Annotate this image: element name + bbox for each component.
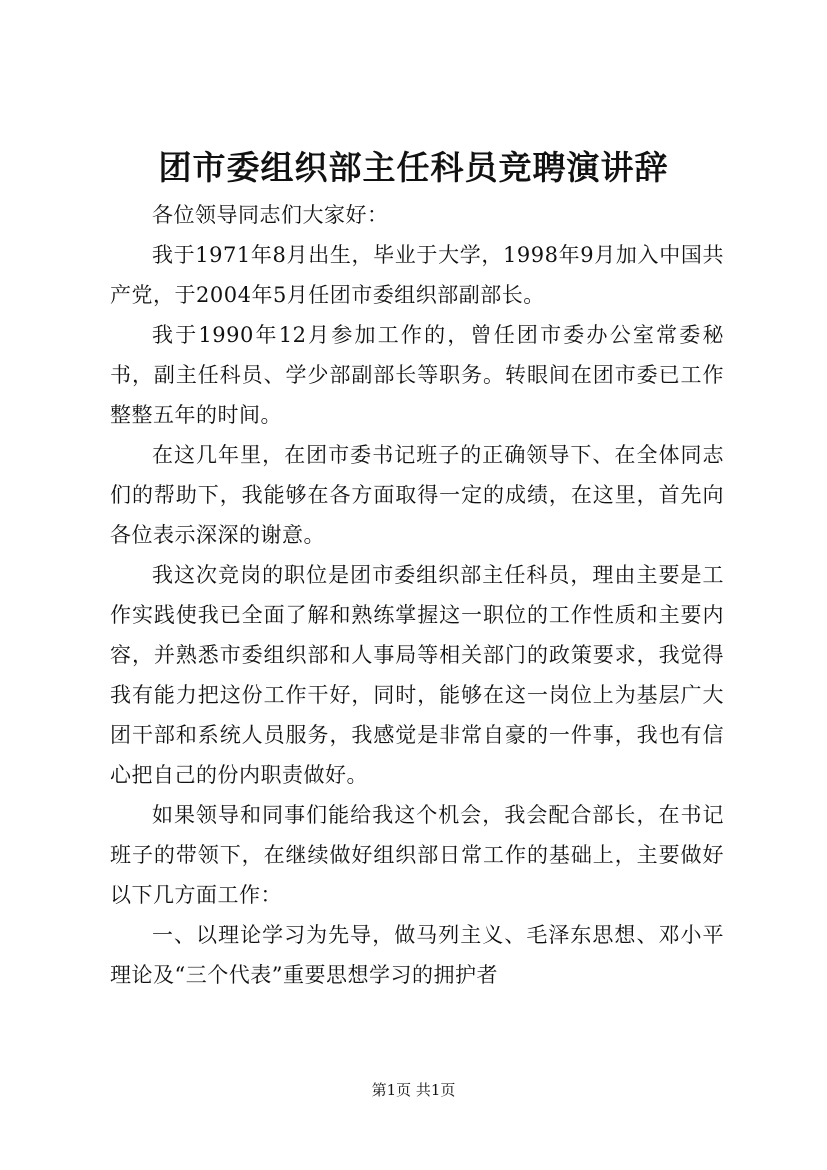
body-paragraph-2: 我于1990年12月参加工作的，曾任团市委办公室常委秘书，副主任科员、学少部副部长等职务。转眼间在团市委已工作整整五年的时间。 — [110, 323, 724, 427]
salutation-paragraph: 各位领导同志们大家好： — [152, 203, 389, 227]
page-footer: 第1页 共1页 — [371, 1081, 456, 1099]
body-paragraph-1: 我于1971年8月出生，毕业于大学，1998年9月加入中国共产党，于2004年5月任团市委组织部副部长。 — [110, 243, 724, 307]
body-paragraph-6: 一、以理论学习为先导，做马列主义、毛泽东思想、邓小平理论及“三个代表”重要思想学习的拥护者 — [110, 923, 724, 987]
body-paragraph-4: 我这次竞岗的职位是团市委组织部主任科员，理由主要是工作实践使我已全面了解和熟练掌握这一职位的工作性质和主要内容，并熟悉市委组织部和人事局等相关部门的政策要求，我觉得我有能力把这份工作干好，同时，能够在这一岗位上为基层广大团干部和系统人员服务，我感觉是非常自豪的一件事，我也有信心把自己的份内职责做好。 — [110, 563, 724, 787]
document-title: 团市委组织部主任科员竞聘演讲辞 — [158, 148, 669, 187]
document-body — [110, 195, 724, 995]
body-paragraph-5: 如果领导和同事们能给我这个机会，我会配合部长，在书记班子的带领下，在继续做好组织部日常工作的基础上，主要做好以下几方面工作： — [110, 803, 724, 907]
body-paragraph-3: 在这几年里，在团市委书记班子的正确领导下、在全体同志们的帮助下，我能够在各方面取得一定的成绩，在这里，首先向各位表示深深的谢意。 — [110, 443, 724, 547]
